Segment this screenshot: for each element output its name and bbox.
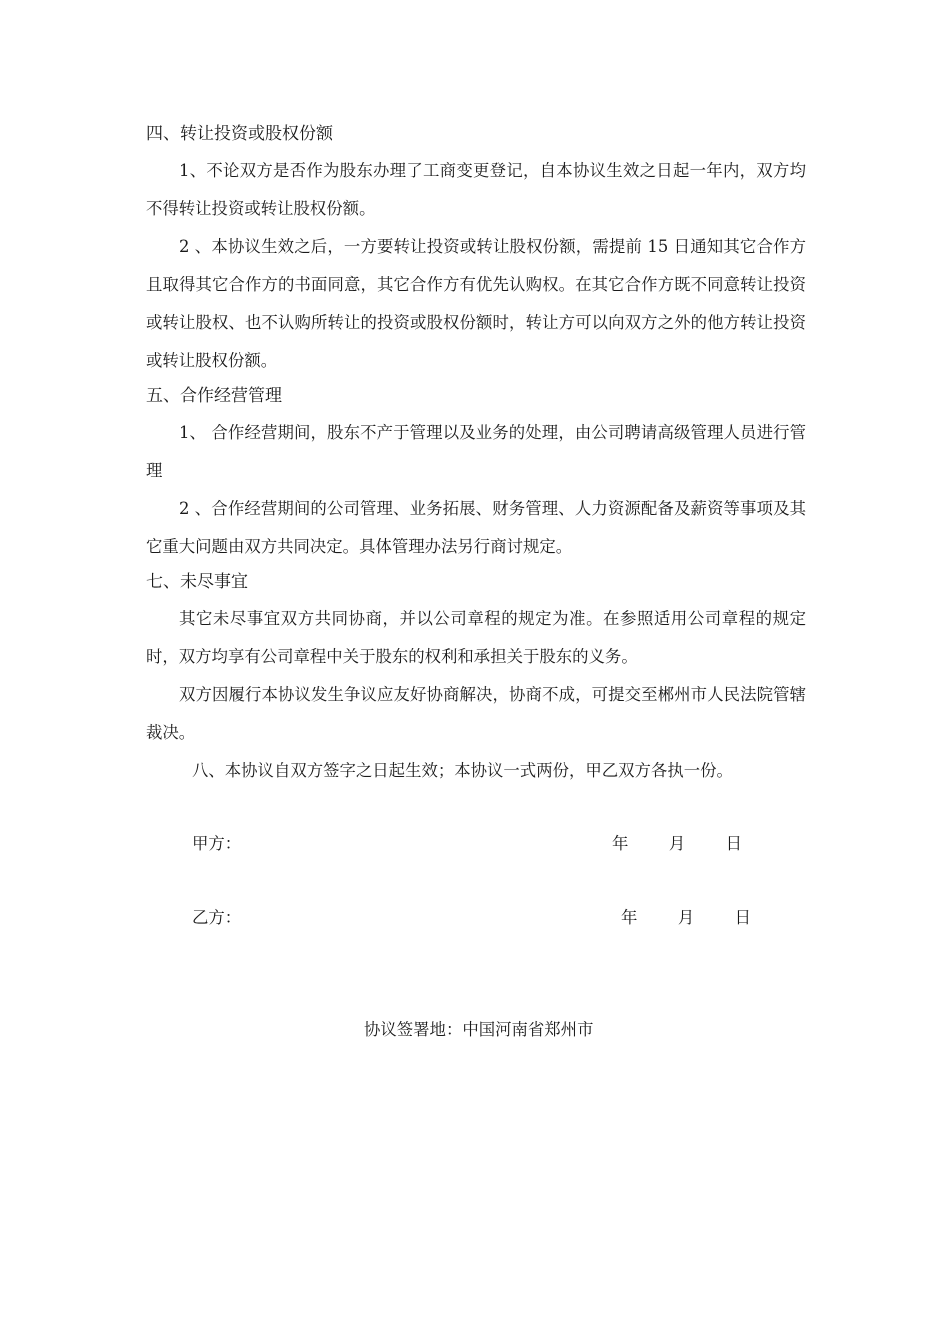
party-b-label: 乙方： bbox=[192, 908, 242, 927]
party-b-date bbox=[621, 906, 751, 930]
party-b-date-year: 年 bbox=[621, 908, 638, 927]
party-a-date-month: 月 bbox=[668, 834, 686, 853]
section-5-heading: 五、合作经营管理 bbox=[146, 386, 282, 406]
party-b-date-day: 日 bbox=[734, 908, 752, 927]
section-7-paragraph-2: 双方因履行本协议发生争议应友好协商解决，协商不成，可提交至郴州市人民法院管辖裁决。 bbox=[146, 685, 806, 742]
party-a-date-day: 日 bbox=[725, 834, 743, 853]
section-7-heading: 七、未尽事宜 bbox=[146, 572, 248, 592]
party-a-label: 甲方： bbox=[192, 834, 242, 853]
signing-place: 协议签署地：中国河南省郑州市 bbox=[364, 1020, 594, 1039]
section-5-paragraph-2: 2 、合作经营期间的公司管理、业务拓展、财务管理、人力资源配备及薪资等事项及其它重大问题由双方共同决定。具体管理办法另行商讨规定。 bbox=[146, 499, 806, 556]
section-4-heading: 四、转让投资或股权份额 bbox=[146, 124, 333, 144]
party-a-date bbox=[612, 832, 742, 856]
section-8-line: 八、本协议自双方签字之日起生效；本协议一式两份，甲乙双方各执一份。 bbox=[192, 761, 733, 780]
party-b-date-month: 月 bbox=[677, 908, 695, 927]
section-5-paragraph-1: 1、 合作经营期间，股东不产于管理以及业务的处理，由公司聘请高级管理人员进行管理 bbox=[146, 423, 806, 480]
section-4-paragraph-1: 1、不论双方是否作为股东办理了工商变更登记，自本协议生效之日起一年内，双方均不得转让投资或转让股权份额。 bbox=[146, 161, 806, 218]
party-a-date-year: 年 bbox=[612, 834, 629, 853]
section-7-paragraph-1: 其它未尽事宜双方共同协商，并以公司章程的规定为准。在参照适用公司章程的规定时，双方均享有公司章程中关于股东的权利和承担关于股东的义务。 bbox=[146, 609, 806, 666]
section-4-paragraph-2: 2 、本协议生效之后，一方要转让投资或转让股权份额，需提前 15 日通知其它合作方且取得其它合作方的书面同意，其它合作方有优先认购权。在其它合作方既不同意转让投资或转让股权、也不认购所转让的投资或股权份额时，转让方可以向双方之外的他方转让投资或转让股权份额。 bbox=[146, 237, 806, 370]
